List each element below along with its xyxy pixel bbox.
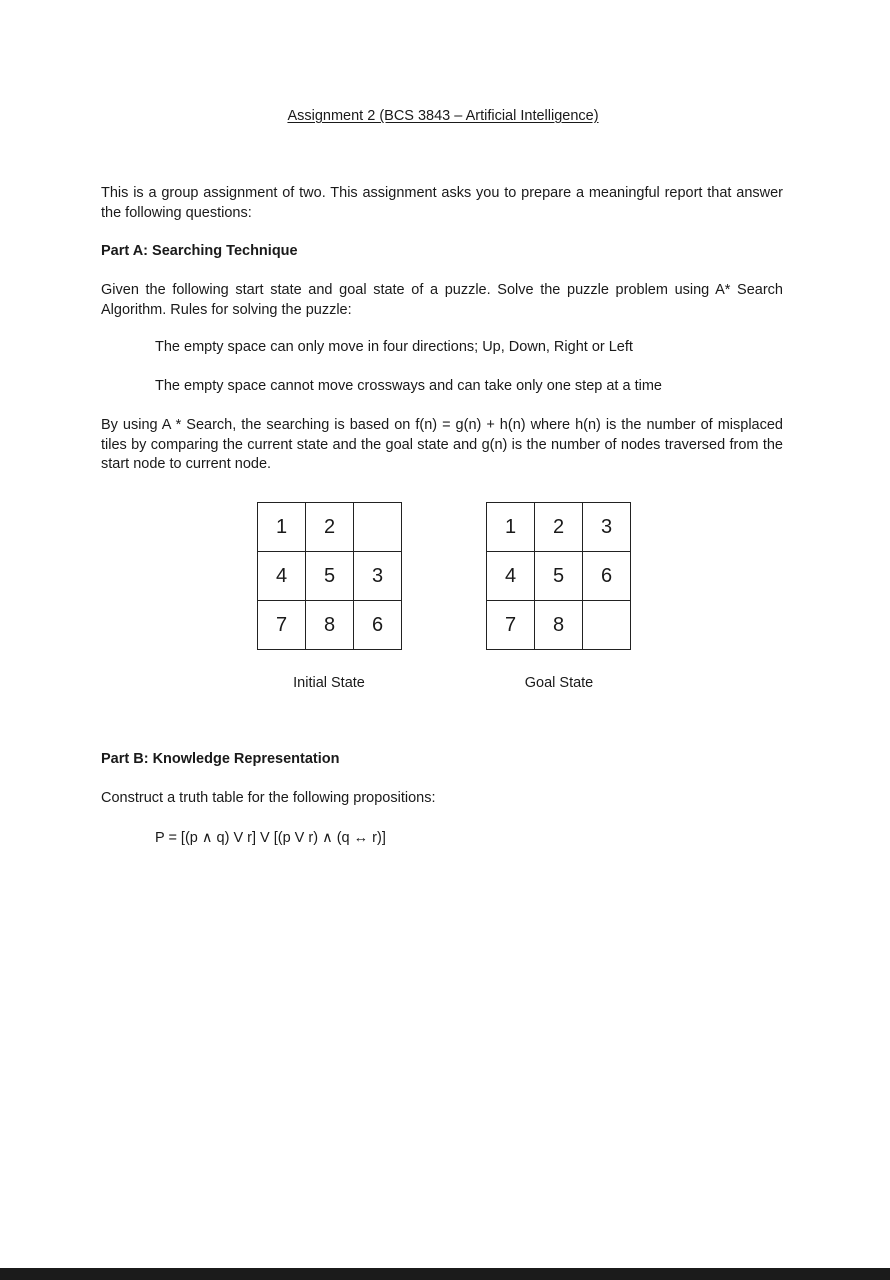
goal-state-label: Goal State (524, 675, 594, 691)
rule-1: The empty space can only move in four directions; Up, Down, Right or Left (155, 339, 633, 355)
grid-cell: 8 (535, 601, 583, 650)
grid-cell: 6 (354, 601, 402, 650)
grid-row (258, 601, 402, 650)
initial-state-label: Initial State (293, 675, 365, 691)
part-a-explanation: By using A * Search, the searching is based on f(n) = g(n) + h(n) where h(n) is the number of misplaced tiles by comparing the current state and the goal state and g(n) is the number of nodes traversed from the start node to current node. (101, 417, 783, 472)
part-a-heading: Part A: Searching Technique (101, 243, 298, 259)
grid-cell-empty (354, 503, 402, 552)
grid-cell: 5 (306, 552, 354, 601)
part-b-heading: Part B: Knowledge Representation (101, 751, 340, 767)
grid-cell: 4 (487, 552, 535, 601)
grid-cell: 3 (354, 552, 402, 601)
document-title: Assignment 2 (BCS 3843 – Artificial Intelligence) (287, 108, 599, 124)
grid-row (487, 601, 631, 650)
grid-cell: 5 (535, 552, 583, 601)
part-a-description: Given the following start state and goal state of a puzzle. Solve the puzzle problem using A* Search Algorithm. Rules for solving the puzzle: (101, 282, 783, 318)
grid-cell: 7 (487, 601, 535, 650)
part-b-description: Construct a truth table for the following propositions: (101, 790, 436, 806)
grid-cell: 1 (258, 503, 306, 552)
bottom-bar (0, 1268, 890, 1280)
grid-cell: 1 (487, 503, 535, 552)
grid-cell: 2 (535, 503, 583, 552)
rule-2: The empty space cannot move crossways and can take only one step at a time (155, 378, 662, 394)
grid-row (258, 552, 402, 601)
initial-state-grid (257, 502, 402, 650)
grid-cell: 2 (306, 503, 354, 552)
grid-cell: 7 (258, 601, 306, 650)
grid-row (258, 503, 402, 552)
grid-row (487, 503, 631, 552)
grid-cell: 6 (583, 552, 631, 601)
goal-state-grid (486, 502, 631, 650)
intro-paragraph: This is a group assignment of two. This assignment asks you to prepare a meaningful report that answer the following questions: (101, 185, 783, 221)
grid-cell: 3 (583, 503, 631, 552)
grid-cell: 8 (306, 601, 354, 650)
grid-row (487, 552, 631, 601)
proposition-formula: P = [(p ∧ q) V r] V [(p V r) ∧ (q ↔ r)] (155, 830, 386, 846)
grid-cell-empty (583, 601, 631, 650)
grid-cell: 4 (258, 552, 306, 601)
